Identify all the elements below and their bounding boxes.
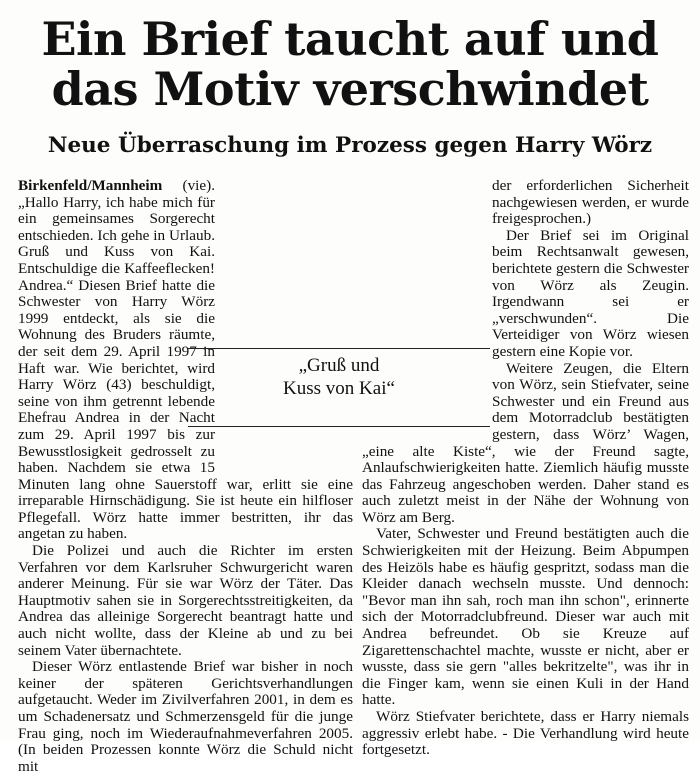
pull-quote-rule-top: [188, 348, 490, 349]
article-paragraph: der erforderlichen Sicherheit nachgewiesen werden, er wurde freigesprochen.): [492, 177, 689, 228]
article-column-right: [362, 178, 689, 759]
headline-line-1: Ein Brief taucht auf und: [41, 12, 659, 66]
article-paragraph: Dieser Wörz entlastende Brief war bisher in noch keiner der späteren Gerichtsverhandlungen aufgetaucht. Weder im Zivilverfahren 2001, in dem es um Schadenersatz und Schmerzensgeld für die junge Frau ging, noch im Wiederaufnahmeverfahren 2005. (In beiden Prozessen konnte Wörz die Schuld nicht mit: [18, 658, 353, 775]
pull-quote-line-1: „Gruß und: [298, 355, 380, 376]
article-paragraph: Die Polizei und auch die Richter im ersten Verfahren vor dem Karlsruher Schwurgericht waren anderer Meinung. Für sie war Wörz der Täter. Das Hauptmotiv sahen sie in Sorgerechtsstreitigkeiten, da Andrea das alleinige Sorgerecht beantragt hatte und auch nicht wollte, dass der Kleine ab und zu bei seinem Vater übernachtete.: [18, 542, 353, 659]
article-column-left: [18, 178, 353, 775]
pull-quote-rule-bottom: [188, 426, 490, 427]
article-paragraph: Der Brief sei im Original beim Rechtsanwalt gewesen, berichtete gestern die Schwester von Wörz als Zeugin. Irgendwann sei er „verschwunden“. Die Verteidiger von Wörz wiesen gestern eine Kopie vor.: [492, 226, 689, 360]
pull-quote: [188, 340, 490, 434]
subheadline: Neue Überraschung im Prozess gegen Harry Wörz: [47, 133, 653, 158]
paragraph-text: (vie). „Hallo Harry, ich habe mich für ein gemeinsames Sorgerecht entschieden. Ich gehe in Urlaub. Gruß und Kuss von Kai. Entschuldige die Kaffeeflecken! Andrea.“ Diesen Brief hatte die Schwester von Harry Wörz 1999 entdeckt, als sie die Wohnung des Bruders räumte, der seit dem 29. April 1997 in Haft war. Wie berichtet, wird Harry Wörz (43) beschuldigt, seine von ihm getrennt lebende Ehefrau Andrea in der Nacht zum 29. April 1997 bis zur Bewusstlosigkeit gedrosselt zu haben. Nachdem sie etwa 15 Minuten lang ohne Sauerstoff war, erlitt sie eine irreparable Hirnschädigung. Sie ist heute ein hilfloser Pflegefall. Wörz hatte immer bestritten, ihr das angetan zu haben.: [18, 177, 353, 543]
pull-quote-text: [188, 354, 490, 400]
headline: [0, 14, 700, 114]
article-paragraph: Weitere Zeugen, die Eltern von Wörz, sein Stiefvater, seine Schwester und ein Freund aus dem Motorradclub bestätigten gestern, dass Wörz’ Wagen, „eine alte Kiste“, wie der Freund sagte, Anlaufschwierigkeiten hatte. Ziemlich häufig musste das Fahrzeug angeschoben werden. Daher stand es auch zuletzt meist in der Nähe der Wohnung von Wörz am Berg.: [362, 359, 689, 526]
headline-line-2: das Motiv verschwindet: [51, 62, 649, 116]
dateline: Birkenfeld/Mannheim: [18, 177, 163, 194]
article-paragraph: Vater, Schwester und Freund bestätigten auch die Schwierigkeiten mit der Heizung. Beim Abpumpen des Heizöls habe es häufig gespritzt, sodass man die Kleider danach wechseln musste. Und dennoch: "Bevor man ihn sah, roch man ihn schon", erinnerte sich der Motorradclubfreund. Dieser war auch mit Andrea befreundet. Ob sie Kreuze auf Zigarettenschachtel machte, wusste er nicht, aber er wusste, dass sie gern "alles bekritzelte", was ihr in die Finger kam, wenn sie einen Kuli in der Hand hatte.: [362, 525, 689, 709]
article-paragraph: Wörz Stiefvater berichtete, dass er Harry niemals aggressiv erlebt habe. - Die Verhandlung wird heute fortgesetzt.: [362, 708, 689, 759]
pull-quote-line-2: Kuss von Kai“: [283, 378, 395, 399]
